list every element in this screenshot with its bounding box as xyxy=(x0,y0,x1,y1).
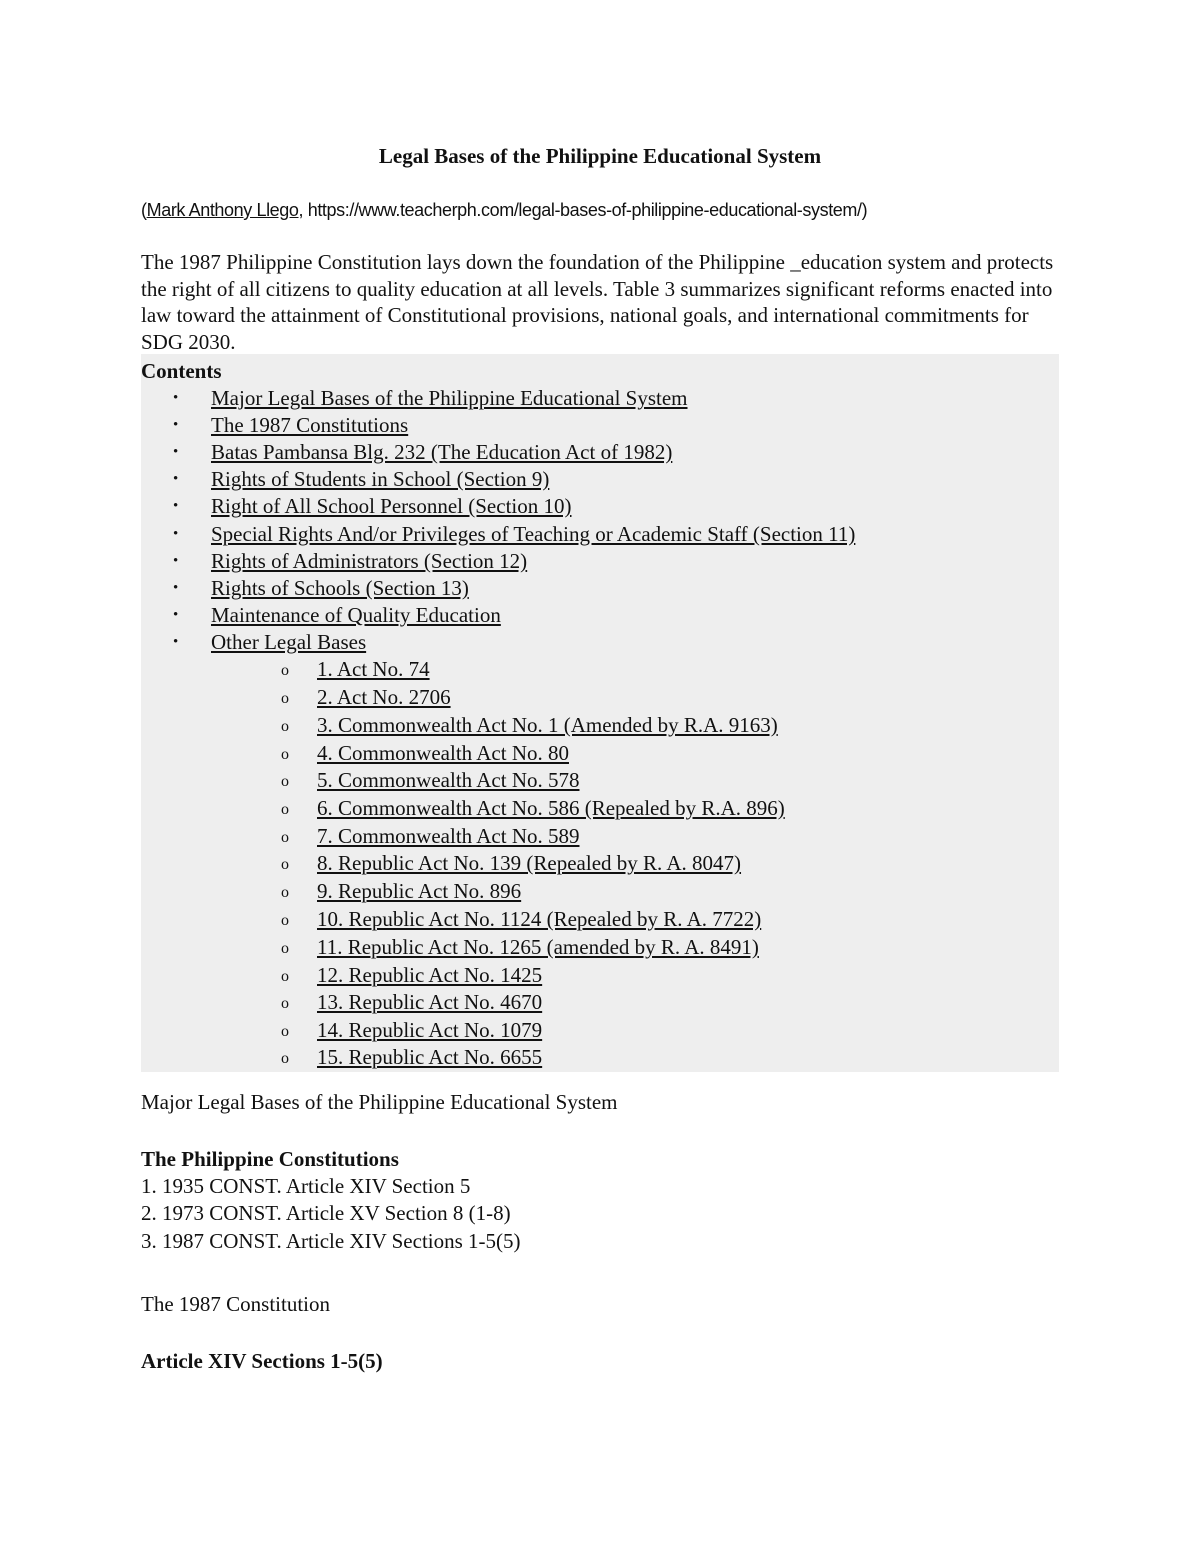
toc-sub-link[interactable]: 5. Commonwealth Act No. 578 xyxy=(317,768,580,792)
toc-link[interactable]: The 1987 Constitutions xyxy=(211,413,409,437)
toc-sub-link[interactable]: 1. Act No. 74 xyxy=(317,657,430,681)
toc-sub-link[interactable]: 10. Republic Act No. 1124 (Repealed by R. A. 7722) xyxy=(317,907,762,931)
toc-link[interactable]: Maintenance of Quality Education xyxy=(211,603,501,627)
intro-text: The 1987 Philippine Constitution lays down the foundation of the Philippine _education system and protects the right of all citizens to quality education at all levels. Table 3 summarizes significant reforms enacted into law toward the attainment of Constitutional provisions, national goals, and international commitments for SDG 2030. xyxy=(141,250,1054,354)
toc-link[interactable]: Special Rights And/or Privileges of Teaching or Academic Staff (Section 11) xyxy=(211,522,856,546)
intro-paragraph xyxy=(141,249,1061,355)
toc-sub-link[interactable]: 8. Republic Act No. 139 (Repealed by R. A. 8047) xyxy=(317,851,742,875)
toc-link[interactable]: Other Legal Bases xyxy=(211,630,367,654)
constitution-item: 3. 1987 CONST. Article XIV Sections 1-5(5) xyxy=(141,1229,521,1253)
sub-bullet-icon: o xyxy=(281,995,289,1012)
toc-link[interactable]: Rights of Administrators (Section 12) xyxy=(211,549,528,573)
toc-link[interactable]: Right of All School Personnel (Section 10) xyxy=(211,494,572,518)
toc-sub-link[interactable]: 2. Act No. 2706 xyxy=(317,685,451,709)
toc-sub-link[interactable]: 7. Commonwealth Act No. 589 xyxy=(317,824,580,848)
toc-sub-link[interactable]: 4. Commonwealth Act No. 80 xyxy=(317,741,569,765)
toc-title: Contents xyxy=(141,359,222,383)
bullet-icon: • xyxy=(173,498,179,514)
bullet-icon: • xyxy=(173,417,179,433)
section-1987-constitution: The 1987 Constitution xyxy=(141,1292,330,1316)
bullet-icon: • xyxy=(173,580,179,596)
toc-sub-link[interactable]: 11. Republic Act No. 1265 (amended by R. A. 8491) xyxy=(317,935,759,959)
toc-sub-link[interactable]: 14. Republic Act No. 1079 xyxy=(317,1018,543,1042)
citation-author-link[interactable]: Mark Anthony Llego xyxy=(146,200,299,220)
sub-bullet-icon: o xyxy=(281,829,289,846)
document-title: Legal Bases of the Philippine Educational System xyxy=(378,144,822,168)
bullet-icon: • xyxy=(173,526,179,542)
toc-link[interactable]: Major Legal Bases of the Philippine Educational System xyxy=(211,386,688,410)
citation-url: , https://www.teacherph.com/legal-bases-of-philippine-educational-system/) xyxy=(298,200,868,220)
constitution-item: 1. 1935 CONST. Article XIV Section 5 xyxy=(141,1174,471,1198)
toc-link[interactable]: Rights of Schools (Section 13) xyxy=(211,576,469,600)
sub-bullet-icon: o xyxy=(281,912,289,929)
toc-link[interactable]: Batas Pambansa Blg. 232 (The Education Act of 1982) xyxy=(211,440,673,464)
table-of-contents xyxy=(141,354,1059,1072)
article-heading: Article XIV Sections 1-5(5) xyxy=(141,1349,383,1373)
section-major-legal-bases: Major Legal Bases of the Philippine Educational System xyxy=(141,1090,618,1114)
sub-bullet-icon: o xyxy=(281,773,289,790)
constitutions-heading: The Philippine Constitutions xyxy=(141,1147,399,1171)
toc-link[interactable]: Rights of Students in School (Section 9) xyxy=(211,467,550,491)
toc-sub-link[interactable]: 15. Republic Act No. 6655 xyxy=(317,1045,543,1069)
toc-sub-link[interactable]: 9. Republic Act No. 896 xyxy=(317,879,522,903)
sub-bullet-icon: o xyxy=(281,718,289,735)
sub-bullet-icon: o xyxy=(281,690,289,707)
toc-sub-link[interactable]: 6. Commonwealth Act No. 586 (Repealed by R.A. 896) xyxy=(317,796,785,820)
toc-sub-link[interactable]: 13. Republic Act No. 4670 xyxy=(317,990,543,1014)
bullet-icon: • xyxy=(173,634,179,650)
bullet-icon: • xyxy=(173,607,179,623)
bullet-icon: • xyxy=(173,471,179,487)
sub-bullet-icon: o xyxy=(281,662,289,679)
bullet-icon: • xyxy=(173,444,179,460)
citation xyxy=(141,198,867,222)
sub-bullet-icon: o xyxy=(281,1023,289,1040)
sub-bullet-icon: o xyxy=(281,801,289,818)
sub-bullet-icon: o xyxy=(281,940,289,957)
toc-sub-link[interactable]: 3. Commonwealth Act No. 1 (Amended by R.A. 9163) xyxy=(317,713,778,737)
sub-bullet-icon: o xyxy=(281,884,289,901)
sub-bullet-icon: o xyxy=(281,856,289,873)
toc-sub-link[interactable]: 12. Republic Act No. 1425 xyxy=(317,963,543,987)
bullet-icon: • xyxy=(173,390,179,406)
citation-open-paren: ( xyxy=(141,200,147,220)
sub-bullet-icon: o xyxy=(281,968,289,985)
constitution-item: 2. 1973 CONST. Article XV Section 8 (1-8) xyxy=(141,1201,511,1225)
bullet-icon: • xyxy=(173,553,179,569)
sub-bullet-icon: o xyxy=(281,1050,289,1067)
sub-bullet-icon: o xyxy=(281,746,289,763)
